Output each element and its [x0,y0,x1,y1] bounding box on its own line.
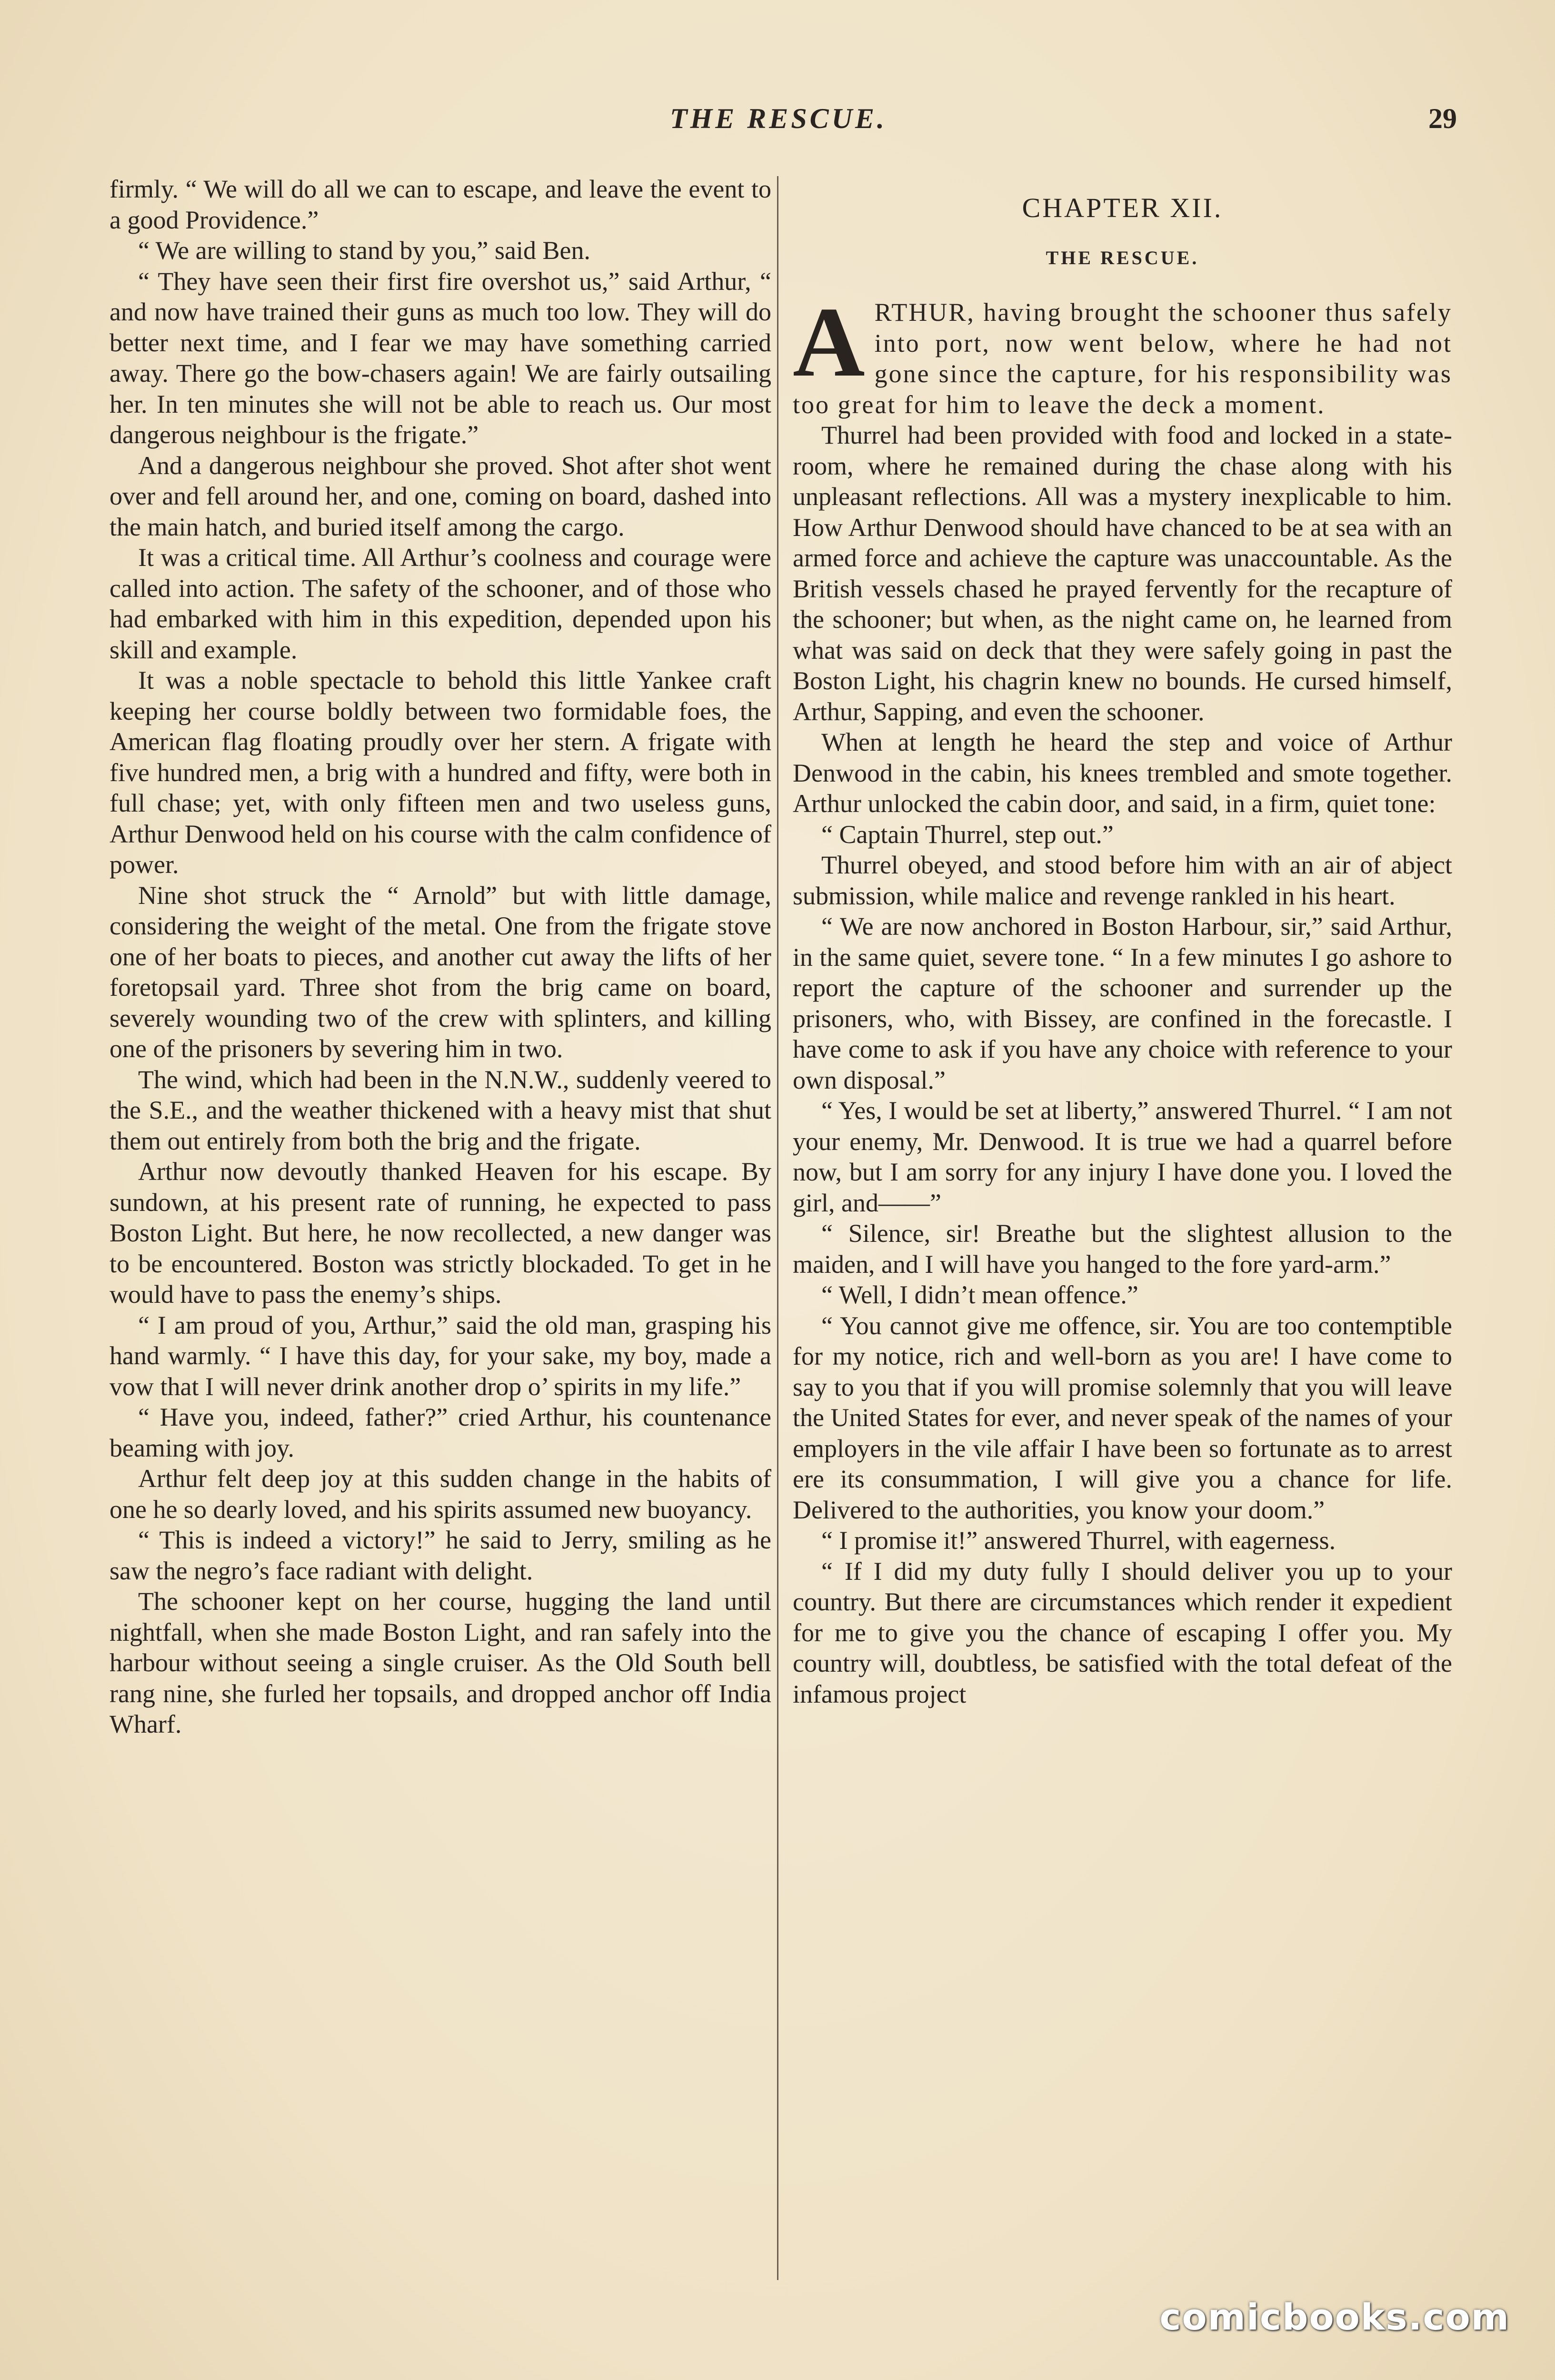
paragraph: The schooner kept on her course, hugging the land until nightfall, when she made Boston Light, and ran safely into the harbour without seeing a single cruiser. As the Old South bell rang nine, she furled her topsails, and dropped anchor off India Wharf. [110,1587,771,1738]
page-number: 29 [1428,103,1457,134]
paragraph: firmly. “ We will do all we can to escape, and leave the event to a good Providence.” [110,175,771,234]
paragraph: “ We are willing to stand by you,” said Ben. [138,236,590,265]
chapter-heading: CHAPTER XII. [1022,192,1223,223]
column-divider [777,176,778,2280]
opening-text: RTHUR, having brought the schooner thus safely into port, now went below, where he had not gone since the capture, for his responsibility was too great for him to leave the deck a moment. [793,298,1452,419]
paragraph: Nine shot struck the “ Arnold” but with little damage, considering the weight of the metal. One from the frigate stove one of her boats to pieces, and another cut away the lifts of her foretopsail yard. Three shot from the brig came on board, severely wounding two of the crew with splinters, and killing one of the prisoners by severing him in two. [110,881,771,1063]
paragraph: “ You cannot give me offence, sir. You are too contemptible for my notice, rich and well-born as you are! I have come to say to you that if you will promise solemnly that you will leave the United States for ever, and never speak of the names of your employers in the vile affair I have been so fortunate as to arrest ere its consummation, I will give you a chance for life. Delivered to the authorities, you know your doom.” [793,1311,1452,1524]
paragraph: “ This is indeed a victory!” he said to Jerry, smiling as he saw the negro’s face radiant with delight. [110,1526,771,1585]
paragraph: The wind, which had been in the N.N.W., suddenly veered to the S.E., and the weather thickened with a heavy mist that shut them out entirely from both the brig and the frigate. [110,1065,771,1155]
paragraph: “ I promise it!” answered Thurrel, with eagerness. [821,1526,1336,1555]
paragraph: “ Silence, sir! Breathe but the slightest allusion to the maiden, and I will have you hanged to the fore yard-arm.” [793,1219,1452,1279]
left-column [110,174,771,1740]
paragraph: It was a noble spectacle to behold this little Yankee craft keeping her course boldly between two formidable foes, the American flag floating proudly over her stern. A frigate with five hundred men, a brig with a hundred and fifty, were both in full chase; yet, with only fifteen men and two useless guns, Arthur Denwood held on his course with the calm confidence of power. [110,666,771,879]
chapter-subtitle: THE RESCUE. [1046,247,1199,268]
paragraph: “ Yes, I would be set at liberty,” answered Thurrel. “ I am not your enemy, Mr. Denwood. It is true we had a quarrel before now, but I am sorry for any injury I have done you. I loved the girl, and——” [793,1096,1452,1217]
running-title: THE RESCUE. [669,103,887,134]
paragraph: It was a critical time. All Arthur’s coolness and courage were called into action. The safety of the schooner, and of those who had embarked with him in this expedition, depended upon his skill and example. [110,543,771,664]
paragraph: Arthur now devoutly thanked Heaven for his escape. By sundown, at his present rate of running, he expected to pass Boston Light. But here, he now recollected, a new danger was to be encountered. Boston was strictly blockaded. To get in he would have to pass the enemy’s ships. [110,1157,771,1309]
opening-paragraph [793,287,1452,420]
paragraph: Arthur felt deep joy at this sudden change in the habits of one he so dearly loved, and his spirits assumed new buoyancy. [110,1464,771,1524]
paragraph: “ I am proud of you, Arthur,” said the old man, grasping his hand warmly. “ I have this day, for your sake, my boy, made a vow that I will never drink another drop o’ spirits in my life.” [110,1310,771,1401]
paragraph: “ We are now anchored in Boston Harbour, sir,” said Arthur, in the same quiet, severe tone. “ In a few minutes I go ashore to report the capture of the schooner and surrender up the prisoners, who, with Bissey, are confined in the forecastle. I have come to ask if you have any choice with reference to your own disposal.” [793,912,1452,1094]
paragraph: “ If I did my duty fully I should deliver you up to your country. But there are circumstances which render it expedient for me to give you the chance of escaping I offer you. My country will, doubtless, be satisfied with the total defeat of the infamous project [793,1557,1452,1708]
paragraph: Thurrel had been provided with food and locked in a state-room, where he remained during the chase along with his unpleasant reflections. All was a mystery inexplicable to him. How Arthur Denwood should have chanced to be at sea with an armed force and achieve the capture was unaccountable. As the British vessels chased he prayed fervently for the recapture of the schooner; but when, as the night came on, he learned from what was said on deck that they were safely going in past the Boston Light, his chagrin knew no bounds. He cursed himself, Arthur, Sapping, and even the schooner. [793,421,1452,726]
running-head [100,102,1457,145]
paragraph: “ Have you, indeed, father?” cried Arthur, his countenance beaming with joy. [110,1403,771,1462]
paragraph: “ Captain Thurrel, step out.” [821,820,1114,849]
paragraph: When at length he heard the step and voice of Arthur Denwood in the cabin, his knees trembled and smote together. Arthur unlocked the cabin door, and said, in a firm, quiet tone: [793,728,1452,818]
paragraph: “ Well, I didn’t mean offence.” [821,1280,1138,1309]
watermark-logo: comicbooks.com [1159,2296,1510,2338]
right-column [793,174,1452,1709]
paragraph: “ They have seen their first fire overshot us,” said Arthur, “ and now have trained their guns as much too low. They will do better next time, and I fear we may have something carried away. There go the bow-chasers again! We are fairly outsailing her. In ten minutes she will not be able to reach us. Our most dangerous neighbour is the frigate.” [110,267,771,449]
drop-cap: A [793,287,865,397]
paragraph: Thurrel obeyed, and stood before him with an air of abject submission, while malice and revenge rankled in his heart. [793,851,1452,910]
paragraph: And a dangerous neighbour she proved. Shot after shot went over and fell around her, and one, coming on board, dashed into the main hatch, and buried itself among the cargo. [110,451,771,541]
